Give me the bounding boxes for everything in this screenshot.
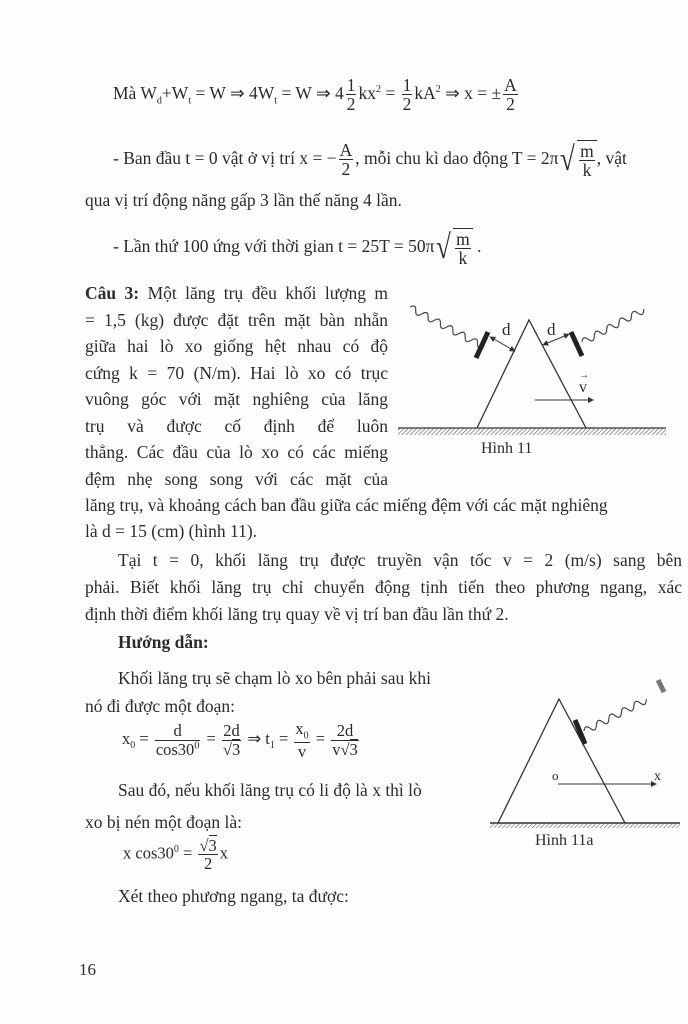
den: v√3 (332, 739, 358, 759)
den: 2 (346, 94, 356, 115)
d-arrow-left (492, 338, 513, 350)
text-line: là d = 15 (cm) (hình 11). (85, 521, 258, 541)
fraction (455, 230, 471, 268)
text-line: qua vị trí động năng gấp 3 lần thế năng 4 lần. (85, 190, 402, 210)
radical-icon: √ (560, 140, 576, 178)
text-line: giữa hai lò xo giống hệt nhau có độ (85, 336, 388, 356)
label-x: x (654, 769, 661, 784)
den: 2 (341, 159, 351, 180)
sqrt (558, 140, 596, 180)
math: x (295, 719, 304, 738)
guide-p1 (85, 664, 457, 720)
figure-11a (488, 668, 680, 828)
text-line: thẳng. Các đầu của lò xo có các miếng (85, 442, 388, 462)
text-line: Sau đó, nếu khối lăng trụ có li độ là x thì lò (118, 780, 422, 800)
text-line (85, 280, 388, 307)
den: 2 (402, 94, 412, 115)
equation-energy (113, 76, 520, 114)
math: v (332, 739, 341, 759)
spring-right (581, 307, 646, 346)
fraction (339, 141, 354, 179)
text-line: nó đi được một đoạn: (85, 696, 235, 716)
math: x (219, 843, 228, 863)
fraction (331, 722, 359, 758)
sup: 0 (173, 844, 179, 856)
prism (477, 320, 586, 428)
fraction (402, 76, 413, 114)
sup: 2 (375, 84, 381, 96)
text-line: trụ và được cố định để luôn (85, 415, 388, 436)
num: m (456, 229, 470, 249)
label-d2: d (547, 320, 556, 339)
math: = W ⇒ 4 (281, 82, 344, 103)
text-line: Khối lăng trụ sẽ chạm lò xo bên phải sau khi (118, 668, 431, 688)
den: √3 (222, 739, 241, 759)
spring-left (408, 305, 485, 350)
text-line: xo bị nén một đoạn là: (85, 812, 242, 832)
den: 2 (506, 94, 515, 115)
math: 3 (349, 739, 358, 759)
problem-para2 (85, 547, 682, 628)
spring-mount (658, 680, 664, 692)
num: A (504, 75, 517, 95)
pad-right (571, 332, 582, 356)
math: kA (414, 82, 436, 103)
math-w: W (140, 82, 157, 103)
den: 2 (203, 854, 213, 874)
equation-compression (123, 837, 228, 873)
fraction (222, 722, 241, 758)
math: ⇒ x = ± (445, 82, 502, 103)
fraction (155, 722, 201, 758)
text-line: Tại t = 0, khối lăng trụ được truyền vận tốc v = 2 (m/s) sang bên (118, 550, 682, 570)
math: = (315, 728, 326, 748)
ground (490, 823, 680, 828)
num: 1 (346, 75, 356, 95)
num: 2d (223, 721, 240, 741)
text-line: = 1,5 (kg) được đặt trên mặt bàn nhẵn (85, 309, 388, 330)
text: , vật (596, 147, 627, 168)
math: ⇒ t (247, 728, 270, 748)
text-line: Xét theo phương ngang, ta được: (118, 886, 349, 906)
figure-11 (395, 280, 670, 470)
problem-column (85, 280, 388, 492)
text-line (113, 140, 627, 180)
guide-p2 (85, 774, 457, 838)
text: . (477, 235, 482, 256)
num: 2d (331, 722, 359, 740)
fraction (346, 76, 357, 114)
math: x cos30 (123, 843, 174, 863)
text-line (113, 228, 481, 268)
sub: 1 (269, 740, 275, 752)
spring (583, 697, 648, 735)
text: Một lăng trụ đều khối lượng m (147, 283, 389, 303)
ground (398, 428, 666, 435)
sub: 0 (130, 740, 136, 752)
sub: t (274, 95, 278, 107)
fraction (503, 76, 518, 114)
sub: t (188, 95, 192, 107)
math: kx (358, 82, 376, 103)
guide-heading: Hướng dẫn: (118, 632, 209, 652)
den: v (297, 741, 307, 761)
sub: d (156, 95, 162, 107)
text-line: lăng trụ, và khoảng cách ban đầu giữa các miếng đệm với các mặt nghiêng (85, 495, 608, 515)
text: - Lần thứ 100 ứng với thời gian t = 25T = 50π (113, 235, 435, 256)
text-line: phải. Biết khối lăng trụ chỉ chuyển động tịnh tiến theo phương ngang, xác (85, 577, 682, 597)
problem-full (85, 492, 680, 544)
radical-icon: √ (436, 228, 452, 266)
math: cos30 (155, 739, 195, 759)
text-line: đệm nhẹ song song với các mặt của (85, 468, 388, 489)
math: = W ⇒ 4W (195, 82, 275, 103)
math: +W (161, 82, 189, 103)
den (155, 741, 201, 758)
math: = (206, 728, 216, 748)
den: k (582, 160, 592, 181)
label-v: v (579, 379, 587, 396)
den: k (458, 248, 468, 269)
label-d1: d (502, 320, 511, 339)
num: m (580, 141, 594, 161)
math: x (122, 728, 131, 748)
page-number: 16 (79, 960, 96, 979)
text: Mà (113, 82, 137, 103)
math: = (278, 728, 289, 748)
sub: 0 (303, 730, 309, 742)
math: = (385, 82, 396, 103)
text-line: định thời điểm khối lăng trụ quay về vị trí ban đầu lần thứ 2. (85, 604, 509, 624)
num: A (339, 140, 353, 160)
math: = (139, 728, 149, 748)
num: √3 (199, 836, 217, 855)
math: 3 (208, 836, 217, 855)
text: , mỗi chu kì dao động T = 2π (355, 147, 559, 168)
num: 1 (402, 75, 412, 95)
figure-11a-caption: Hình 11a (535, 832, 594, 849)
math: = (183, 843, 193, 863)
fraction (294, 720, 309, 760)
text-line: cứng k = 70 (N/m). Hai lò xo có trục (85, 362, 388, 383)
sqrt (434, 228, 472, 268)
num (294, 720, 309, 743)
fraction (579, 142, 595, 180)
text-line: vuông góc với mặt nghiêng của lăng (85, 389, 388, 409)
prism (498, 699, 625, 823)
math: 3 (231, 739, 241, 759)
fraction (198, 837, 217, 873)
sup: 0 (194, 740, 200, 752)
problem-label: Câu 3: (85, 283, 140, 303)
num: d (155, 722, 201, 740)
text: - Ban đầu t = 0 vật ở vị trí x = − (113, 147, 337, 168)
sup: 2 (435, 84, 441, 96)
v-vector-arrow-icon: → (579, 370, 589, 381)
equation-x0 (122, 720, 361, 760)
label-o: o (552, 768, 559, 783)
figure-11-caption: Hình 11 (481, 440, 533, 457)
